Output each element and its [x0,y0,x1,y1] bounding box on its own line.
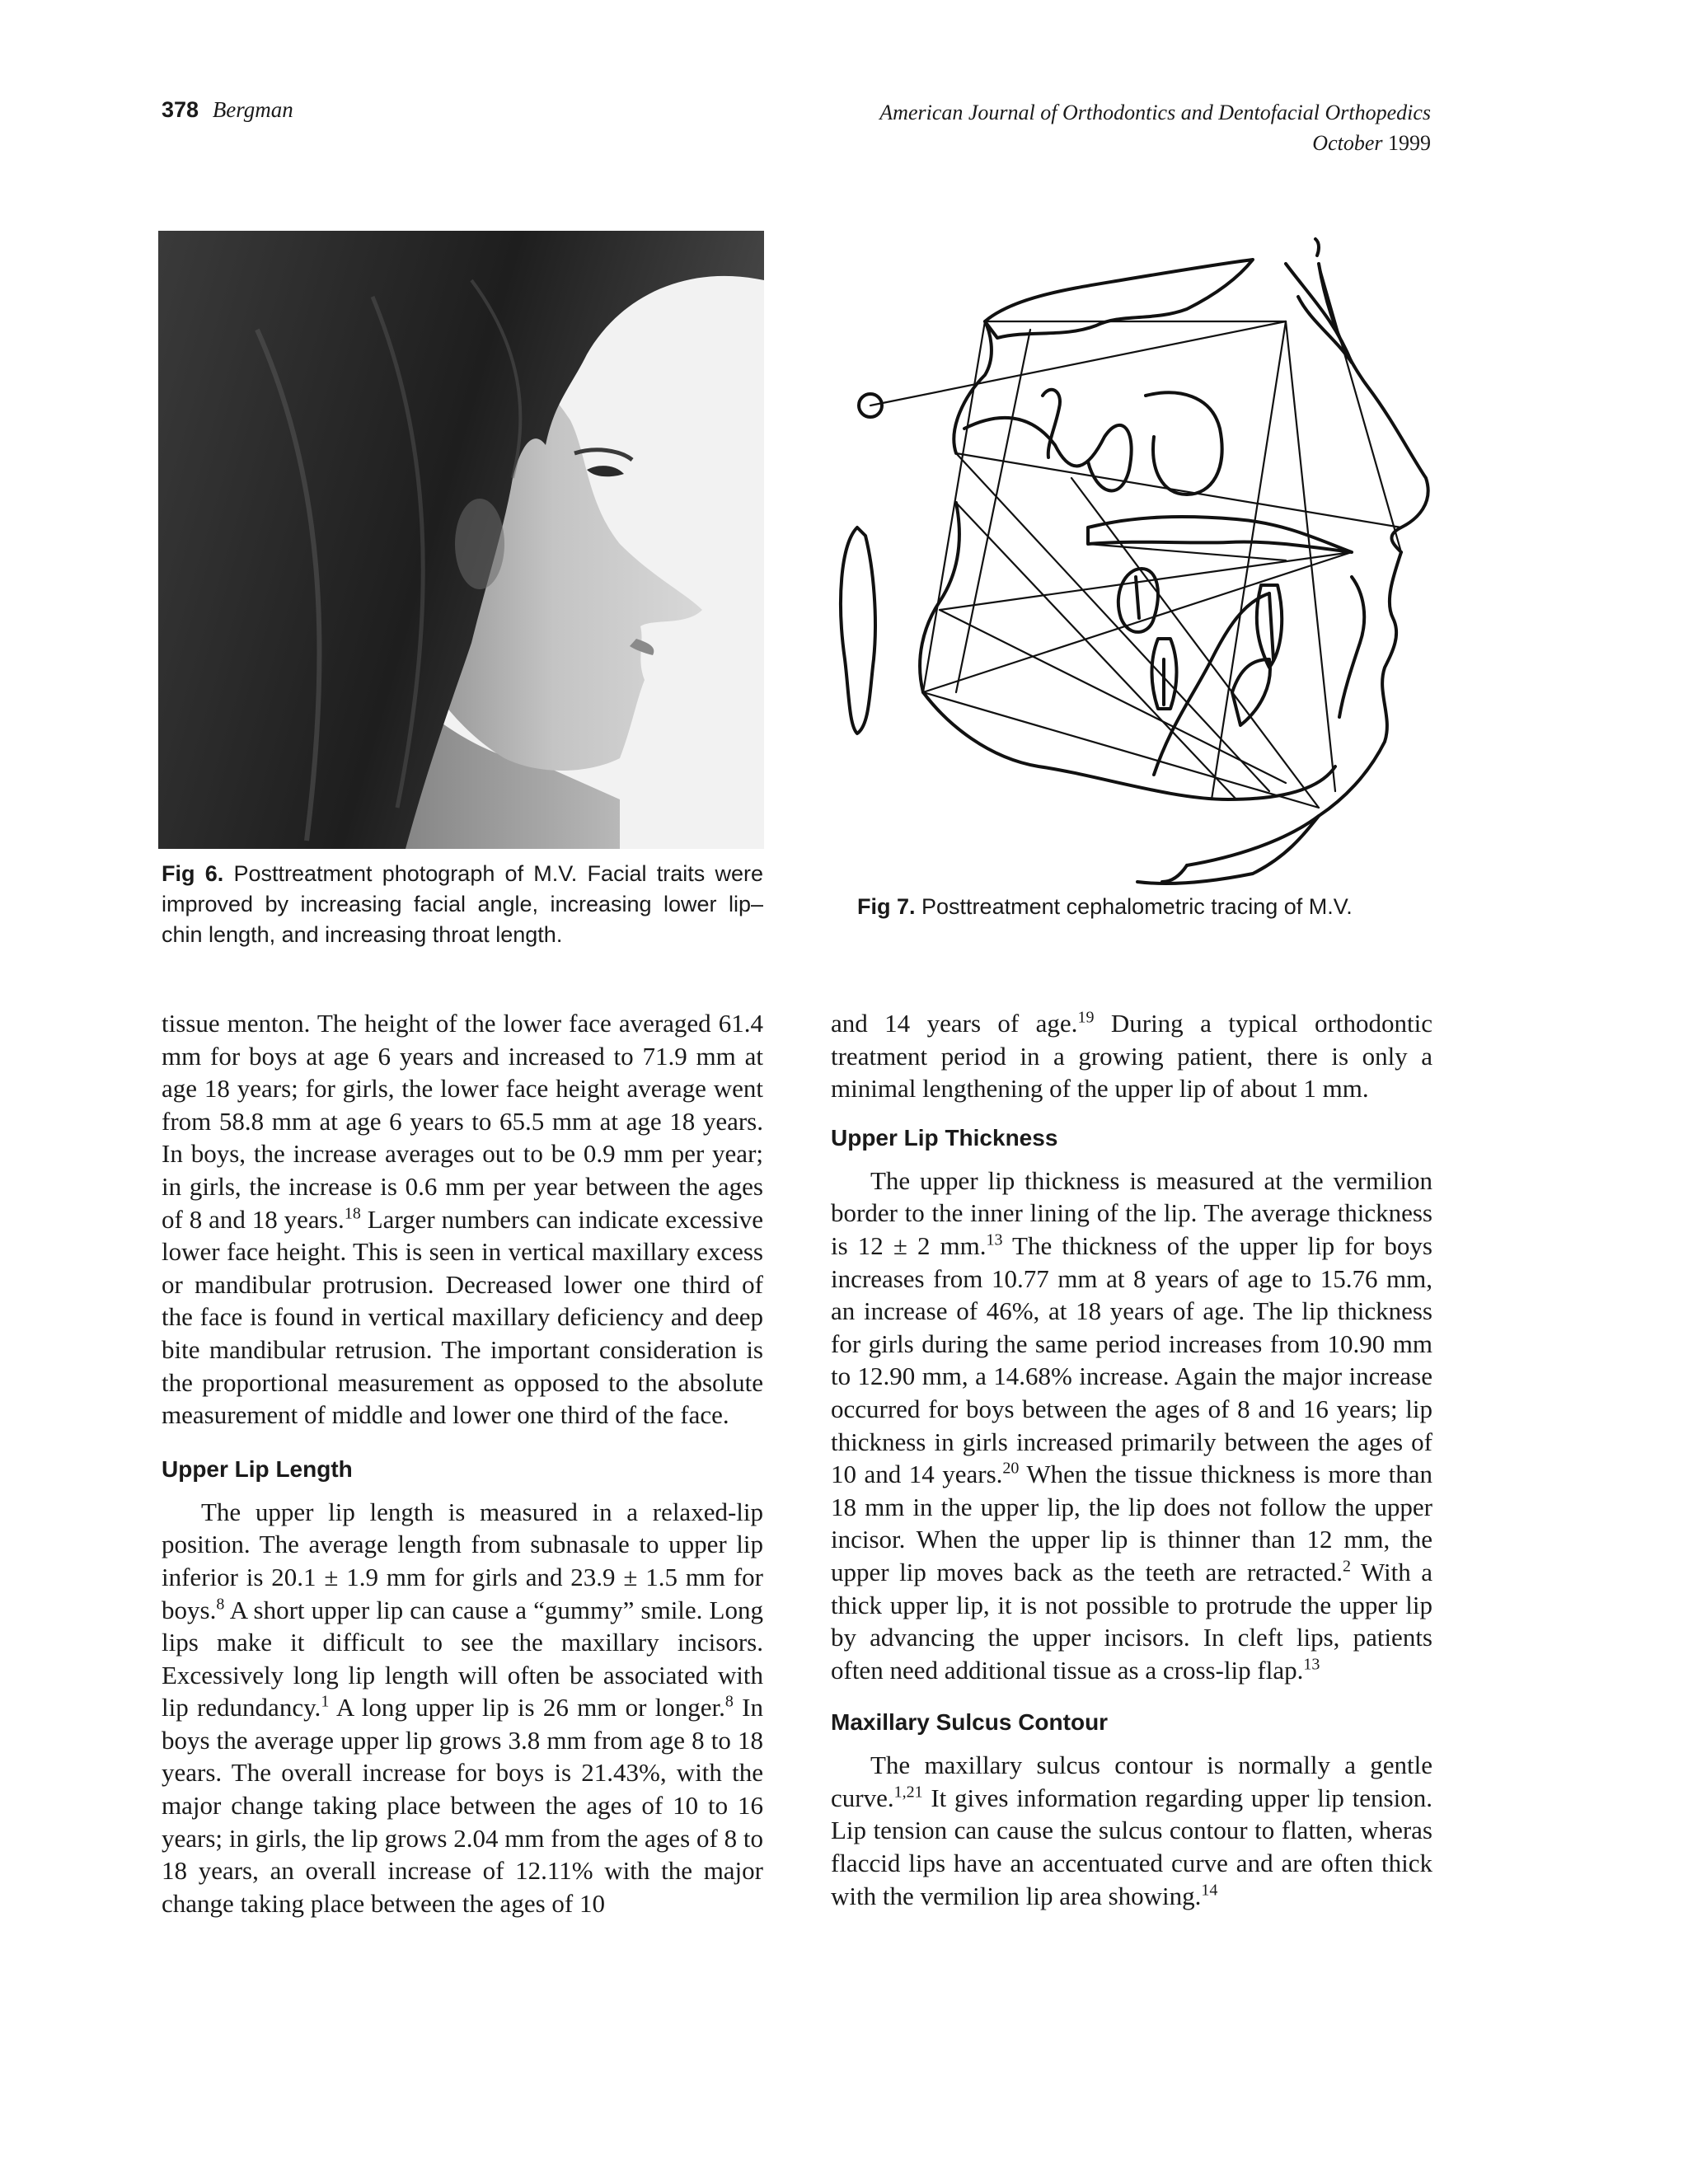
issue-year: 1999 [1388,131,1431,155]
citation: 1 [321,1692,330,1711]
issue-date [879,128,1431,158]
journal-title: American Journal of Orthodontics and Dentofacial Orthopedics [879,101,1431,124]
citation: 2 [1342,1557,1351,1576]
citation: 8 [216,1595,225,1614]
text-run: Larger numbers can indicate excessive lower face height. This is seen in vertical maxillary excess or mandibular protrusion. Decreased lower one third of the face is found in vertical maxillary deficiency and deep bite mandibular retrusion. The important consideration is the proportional measurement as opposed to the absolute measurement of middle and lower one third of the face. [162,1204,763,1430]
citation: 20 [1002,1459,1020,1478]
text-run: tissue menton. The height of the lower face averaged 61.4 mm for boys at age 6 years and increased to 71.9 mm at age 18 years; for girls, the lower face height average went from 58.8 mm at age 6 years to 65.5 mm at age 18 years. In boys, the increase averages out to be 0.9 mm per year; in girls, the increase is 0.6 mm per year between the ages of 8 and 18 years. [162,1009,763,1234]
text-run: A short upper lip can cause a “gummy” smile. Long lips make it difficult to see the maxillary incisors. Excessively long lip length will often be associated with lip redundancy. [162,1595,763,1722]
right-paragraph-1 [831,1007,1432,1105]
text-run: When the tissue thickness is more than 18 mm in the upper lip, the lip does not follow the upper incisor. When the upper lip is thinner than 12 mm, the upper lip moves back as the teeth are retracted. [831,1460,1432,1586]
text-run: The thickness of the upper lip for boys increases from 10.77 mm at 8 years of age to 15.76 mm, an increase of 46%, at 18 years of age. The lip thickness for girls during the same period increases from 10.90 mm to 12.90 mm, a 14.68% increase. Again the major increase occurred for boys between the ages of 8 and 16 years; lip thickness in girls increased primarily between the ages of 10 and 14 years. [831,1230,1432,1489]
figure-7-caption [857,892,1434,922]
section-heading-maxillary-sulcus-contour: Maxillary Sulcus Contour [831,1709,1109,1736]
text-run: The upper lip thickness is measured at the vermilion border to the inner lining of the lip. The average thickness is 12 ± 2 mm. [831,1165,1432,1260]
left-paragraph-2 [162,1496,763,1920]
section-heading-upper-lip-thickness: Upper Lip Thickness [831,1124,1058,1151]
issue-month: October [1312,131,1383,155]
left-paragraph-1 [162,1007,763,1432]
text-run: With a thick upper lip, it is not possible to protrude the upper lip by advancing the upper incisors. In cleft lips, patients often need additional tissue as a cross-lip flap. [831,1557,1432,1685]
cephalometric-tracing-drawing [824,231,1451,890]
figure-7-caption-text: Posttreatment cephalometric tracing of M.V. [921,894,1353,919]
figure-6-caption-text: Posttreatment photograph of M.V. Facial traits were improved by increasing facial angle, increasing lower lip–chin length, and increasing throat length. [162,861,763,947]
figure-6-caption [162,859,763,950]
citation: 18 [344,1204,361,1223]
text-run: It gives information regarding upper lip tension. Lip tension can cause the sulcus contour to flatten, wheras flaccid lips have an accentuated curve and are often thick with the vermilion lip area showing. [831,1783,1432,1910]
citation: 13 [1303,1655,1320,1674]
citation: 14 [1201,1881,1218,1900]
text-run: In boys the average upper lip grows 3.8 mm from age 8 to 18 years. The overall increase for boys is 21.43%, with the major change taking place between the ages of 10 to 16 years; in girls, the lip grows 2.04 mm from the ages of 8 to 18 years, an overall increase of 12.11% with the major change taking place between the ages of 10 [162,1693,763,1918]
figure-7-label: Fig 7. [857,894,916,919]
figure-7-cephalometric-tracing [824,231,1451,890]
profile-photo-image [158,231,764,849]
running-header-right [879,97,1431,158]
figure-6-label: Fig 6. [162,861,224,886]
left-column [162,1007,763,1919]
right-paragraph-2 [831,1165,1432,1687]
text-run: and 14 years of age. [831,1009,1078,1038]
citation: 13 [986,1230,1003,1249]
running-author: Bergman [212,97,293,122]
right-column [831,1007,1432,1912]
citation: 1,21 [893,1783,923,1802]
citation: 8 [724,1692,734,1711]
running-header-left [162,97,293,123]
text-run: The maxillary sulcus contour is normally a gentle curve. [831,1750,1432,1812]
citation: 19 [1077,1008,1095,1027]
text-run: During a typical orthodontic treatment period in a growing patient, there is only a minimal lengthening of the upper lip of about 1 mm. [831,1009,1432,1104]
text-run: The upper lip length is measured in a relaxed-lip position. The average length from subnasale to upper lip inferior is 20.1 ± 1.9 mm for girls and 23.9 ± 1.5 mm for boys. [162,1497,763,1624]
section-heading-upper-lip-length: Upper Lip Length [162,1455,353,1482]
page-number: 378 [162,97,199,122]
text-run: A long upper lip is 26 mm or longer. [329,1693,725,1722]
right-paragraph-3 [831,1749,1432,1912]
figure-6-photograph [158,231,764,849]
